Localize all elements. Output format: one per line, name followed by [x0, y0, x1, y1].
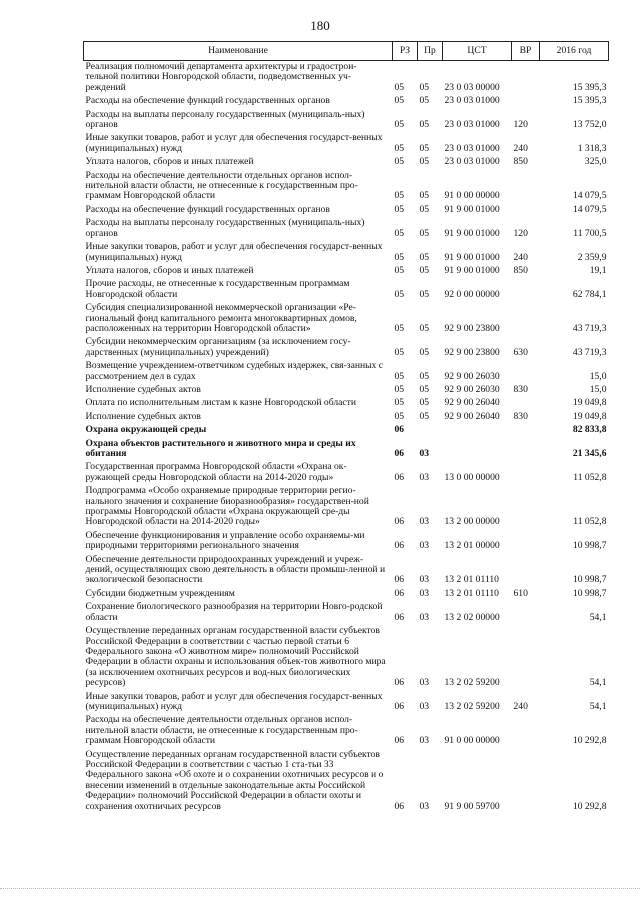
cell-pr: 05	[419, 81, 430, 93]
cell-vr	[512, 485, 540, 530]
table-row	[84, 109, 609, 133]
header-vr: ВР	[512, 42, 540, 61]
cell-pr: 05	[419, 95, 430, 107]
cell-name: Осуществление переданных органам государственной власти субъектов Российской Федерации в соответствии с частью 1 ста-тьи 33 Федерального закона «Об охоте и о сохранении охотничьих ресурсов и о внесении изменений в отдельные законодательные акты Российской Федерации» полномочий Российской Федерации в области охоты и сохранения охотничьих ресурсов	[85, 748, 384, 812]
table-row	[84, 397, 609, 410]
cell-vr	[512, 601, 540, 625]
cell-cst: 23 0 03 01000	[444, 156, 500, 168]
cell-cst	[443, 438, 512, 462]
table-row	[84, 217, 609, 241]
cell-vr	[512, 424, 540, 437]
cell-vr: 240	[513, 251, 528, 263]
header-cst: ЦСТ	[443, 42, 512, 61]
cell-rz: 06	[394, 700, 405, 712]
cell-vr	[512, 530, 540, 554]
table-header	[84, 42, 609, 61]
cell-vr	[512, 360, 540, 384]
table-row	[84, 485, 609, 530]
cell-cst: 13 0 00 00000	[444, 471, 500, 483]
table-row	[84, 601, 609, 625]
cell-rz: 05	[394, 397, 405, 409]
cell-name: Прочие расходы, не отнесенные к государственным программам Новгородской области	[85, 278, 350, 300]
cell-cst: 91 0 00 00000	[444, 735, 500, 747]
cell-cst: 13 2 01 01110	[444, 587, 499, 599]
cell-pr: 05	[419, 322, 430, 334]
cell-pr: 03	[419, 587, 430, 599]
cell-name: Уплата налогов, сборов и иных платежей	[85, 264, 254, 276]
cell-name: Осуществление переданных органам государственной власти субъектов Российской Федерации в соответствии с частью первой статьи 6 Федерального закона «О животном мире» полномочий Российской Федерации в области охраны и использования объек-тов животного мира (за исключением охотничьих ресурсов и вод-ных биологических ресурсов)	[85, 625, 386, 689]
cell-rz: 06	[394, 424, 405, 436]
table-row	[84, 336, 609, 360]
cell-amount: 10 292,8	[572, 735, 607, 747]
cell-pr: 03	[419, 611, 430, 623]
cell-pr: 05	[419, 410, 430, 422]
header-year: 2016 год	[540, 42, 609, 61]
cell-cst: 92 9 00 23800	[444, 346, 500, 358]
cell-name: Подпрограмма «Особо охраняемые природные территории регио-нального значения и сохранение биоразнообразия» государствен-ной программы Новгородской области «Охрана окружающей сре-ды Новгородской области на 2014-2020 годы»	[85, 485, 369, 528]
table-row	[84, 170, 609, 204]
table-row	[84, 411, 609, 424]
cell-name: Обеспечение функционирования и управление особо охраняемы-ми природными территориями регионального значения	[85, 529, 365, 552]
cell-amount: 15,0	[589, 383, 607, 395]
cell-pr: 05	[419, 383, 430, 395]
cell-name: Расходы на обеспечение функций государственных органов	[85, 203, 330, 215]
cell-amount: 11 052,8	[573, 516, 607, 528]
cell-rz: 06	[394, 516, 405, 528]
cell-cst: 13 2 02 59200	[444, 700, 500, 712]
cell-vr	[512, 625, 540, 690]
cell-name: Иные закупки товаров, работ и услуг для обеспечения государст-венных (муниципальных) нужд	[85, 690, 383, 712]
cell-vr	[512, 170, 540, 204]
cell-name: Расходы на обеспечение деятельности отдельных органов испол-нительной власти области, не отнесенные к государственным про-граммам Новгородской области	[85, 169, 358, 202]
cell-cst: 92 0 00 00000	[444, 288, 500, 300]
table-row	[84, 588, 609, 601]
cell-name: Государственная программа Новгородской области «Охрана ок-ружающей среды Новгородской области на 2014-2020 годы»	[85, 461, 347, 483]
cell-rz: 05	[394, 264, 405, 276]
cell-rz: 05	[394, 142, 405, 154]
cell-vr: 120	[513, 119, 528, 131]
cell-cst: 92 9 00 26030	[444, 370, 500, 382]
cell-rz: 05	[394, 203, 405, 215]
cell-pr: 03	[419, 700, 430, 712]
cell-rz: 05	[394, 288, 405, 300]
cell-rz: 05	[394, 190, 405, 202]
cell-pr: 05	[419, 119, 430, 131]
table-row	[84, 625, 609, 690]
table-row	[84, 156, 609, 169]
cell-vr: 830	[513, 383, 528, 395]
cell-rz: 06	[394, 587, 405, 599]
table-row	[84, 461, 609, 485]
cell-cst: 13 2 00 00000	[444, 516, 500, 528]
cell-name: Уплата налогов, сборов и иных платежей	[85, 156, 254, 168]
cell-vr	[512, 554, 540, 588]
cell-amount: 15 395,3	[572, 81, 607, 93]
cell-amount: 54,1	[589, 611, 607, 623]
cell-amount: 11 052,8	[573, 471, 607, 483]
cell-cst: 91 9 00 01000	[444, 264, 500, 276]
table-row	[84, 424, 609, 437]
cell-amount: 13 752,0	[572, 119, 607, 131]
cell-pr	[418, 424, 443, 437]
cell-rz: 06	[394, 574, 405, 586]
cell-amount: 19 049,8	[572, 410, 607, 422]
table-body	[84, 61, 609, 815]
header-rz: РЗ	[393, 42, 418, 61]
cell-pr: 05	[419, 288, 430, 300]
cell-rz: 05	[394, 410, 405, 422]
cell-cst: 92 9 00 26030	[444, 383, 500, 395]
cell-name: Охрана окружающей среды	[85, 424, 207, 436]
table-row	[84, 302, 609, 336]
cell-cst: 13 2 02 00000	[444, 611, 500, 623]
cell-pr: 03	[419, 448, 430, 459]
cell-pr: 05	[419, 370, 430, 382]
cell-rz: 05	[394, 251, 405, 263]
cell-pr: 05	[419, 227, 430, 239]
cell-amount: 43 719,3	[572, 322, 607, 334]
cell-rz: 05	[394, 370, 405, 382]
cell-cst: 13 2 01 00000	[444, 540, 500, 552]
cell-vr	[512, 278, 540, 302]
cell-vr: 830	[513, 410, 528, 422]
cell-pr: 03	[419, 800, 430, 812]
cell-amount: 15 395,3	[572, 95, 607, 107]
cell-pr: 05	[419, 346, 430, 358]
cell-amount: 10 998,7	[572, 574, 607, 586]
table-row	[84, 265, 609, 278]
cell-cst: 91 0 00 00000	[444, 190, 500, 202]
cell-rz: 05	[394, 346, 405, 358]
cell-rz: 05	[394, 119, 405, 131]
cell-amount: 11 700,5	[573, 227, 607, 239]
cell-name: Возмещение учреждением-ответчиком судебных издержек, свя-занных с рассмотрением дел в судах	[85, 360, 383, 382]
cell-amount: 43 719,3	[572, 346, 607, 358]
cell-rz: 05	[394, 95, 405, 107]
cell-pr: 03	[419, 540, 430, 552]
cell-rz: 06	[394, 611, 405, 623]
cell-vr	[512, 397, 540, 410]
cell-vr: 630	[513, 346, 528, 358]
cell-rz: 06	[394, 540, 405, 552]
cell-cst: 23 0 03 01000	[444, 95, 500, 107]
table-row	[84, 360, 609, 384]
header-name: Наименование	[84, 42, 393, 61]
cell-pr: 05	[419, 142, 430, 154]
cell-vr	[512, 95, 540, 108]
cell-cst: 91 9 00 01000	[444, 203, 500, 215]
cell-name: Обеспечение деятельности природоохранных учреждений и учреж-дений, осуществляющих свою деятельность в области промыш-ленной и экологической безопасности	[85, 553, 386, 586]
cell-pr: 03	[419, 574, 430, 586]
table-row	[84, 384, 609, 397]
cell-amount: 10 292,8	[572, 800, 607, 812]
cell-pr: 05	[419, 397, 430, 409]
cell-cst: 92 9 00 26040	[444, 410, 500, 422]
cell-rz: 05	[394, 322, 405, 334]
table-row	[84, 530, 609, 554]
cell-vr: 120	[513, 227, 528, 239]
cell-vr	[512, 204, 540, 217]
cell-name: Субсидии некоммерческим организациям (за исключением госу-дарственных (муниципальных) учреждений)	[85, 336, 351, 358]
cell-name: Расходы на обеспечение деятельности отдельных органов испол-нительной власти области, не отнесенные к государственным про-граммам Новгородской области	[85, 714, 358, 747]
cell-amount: 2 359,9	[577, 251, 607, 263]
cell-cst: 13 2 01 01110	[444, 574, 499, 586]
cell-rz: 05	[394, 156, 405, 168]
table-row	[84, 241, 609, 265]
cell-amount: 21 345,6	[572, 448, 607, 459]
cell-pr: 03	[419, 471, 430, 483]
cell-vr: 240	[513, 700, 528, 712]
cell-pr: 05	[419, 156, 430, 168]
table-row	[84, 554, 609, 588]
cell-amount: 15,0	[589, 370, 607, 382]
cell-vr	[512, 714, 540, 748]
cell-rz: 05	[394, 383, 405, 395]
table-row	[84, 132, 609, 156]
cell-amount: 54,1	[589, 677, 607, 689]
cell-pr: 03	[419, 516, 430, 528]
cell-pr: 05	[419, 203, 430, 215]
cell-rz: 06	[394, 677, 405, 689]
cell-rz: 05	[394, 227, 405, 239]
table-row	[84, 61, 609, 96]
cell-name: Оплата по исполнительным листам к казне Новгородской области	[85, 397, 356, 409]
cell-amount: 1 318,3	[577, 142, 607, 154]
cell-amount: 19 049,8	[572, 397, 607, 409]
cell-rz: 06	[394, 448, 405, 459]
table-row	[84, 278, 609, 302]
cell-name: Реализация полномочий департамента архитектуры и градострои-тельной политики Новгородской области, подведомственных уч-реждений	[85, 61, 357, 93]
cell-vr: 850	[513, 156, 528, 168]
cell-name: Охрана объектов растительного и животного мира и среды их обитания	[85, 437, 356, 459]
cell-amount: 14 079,5	[572, 190, 607, 202]
cell-name: Иные закупки товаров, работ и услуг для обеспечения государст-венных (муниципальных) нужд	[85, 241, 383, 263]
cell-cst: 91 9 00 01000	[444, 227, 500, 239]
table-row	[84, 714, 609, 748]
cell-cst: 91 9 00 01000	[444, 251, 500, 263]
cell-pr: 05	[419, 264, 430, 276]
cell-name: Субсидии бюджетным учреждениям	[85, 587, 235, 599]
cell-cst: 23 0 03 01000	[444, 119, 500, 131]
budget-table	[83, 41, 609, 814]
scan-edge-divider	[0, 888, 640, 889]
cell-cst: 13 2 02 59200	[444, 677, 500, 689]
cell-vr	[512, 438, 540, 462]
cell-cst: 23 0 03 00000	[444, 81, 500, 93]
cell-name: Иные закупки товаров, работ и услуг для обеспечения государст-венных (муниципальных) нужд	[85, 132, 383, 154]
cell-amount: 62 784,1	[572, 288, 607, 300]
cell-vr: 240	[513, 142, 528, 154]
cell-vr: 610	[513, 587, 528, 599]
cell-name: Исполнение судебных актов	[85, 410, 201, 422]
cell-cst: 92 9 00 26040	[444, 397, 500, 409]
cell-vr	[512, 302, 540, 336]
cell-pr: 05	[419, 251, 430, 263]
cell-cst	[443, 424, 512, 437]
header-pr: Пр	[418, 42, 443, 61]
cell-amount: 325,0	[584, 156, 607, 168]
cell-vr	[512, 61, 540, 96]
cell-vr	[512, 461, 540, 485]
cell-amount: 19,1	[589, 264, 607, 276]
cell-rz: 06	[394, 471, 405, 483]
cell-vr: 850	[513, 264, 528, 276]
cell-name: Расходы на обеспечение функций государственных органов	[85, 95, 330, 107]
cell-amount: 82 833,8	[572, 424, 607, 436]
table-row	[84, 691, 609, 715]
cell-amount: 14 079,5	[572, 203, 607, 215]
cell-vr	[512, 749, 540, 814]
cell-rz: 06	[394, 800, 405, 812]
cell-cst: 23 0 03 01000	[444, 142, 500, 154]
cell-amount: 10 998,7	[572, 587, 607, 599]
cell-pr: 05	[419, 190, 430, 202]
cell-name: Сохранение биологического разнообразия на территории Новго-родской области	[85, 601, 383, 623]
cell-amount: 10 998,7	[572, 540, 607, 552]
cell-pr: 03	[419, 735, 430, 747]
table-row	[84, 438, 609, 462]
cell-name: Исполнение судебных актов	[85, 383, 201, 395]
table-row	[84, 95, 609, 108]
cell-cst: 91 9 00 59700	[444, 800, 500, 812]
cell-amount: 54,1	[589, 700, 607, 712]
cell-rz: 05	[394, 81, 405, 93]
table-row	[84, 204, 609, 217]
cell-name: Расходы на выплаты персоналу государственных (муниципаль-ных) органов	[85, 108, 365, 131]
cell-rz: 06	[394, 735, 405, 747]
cell-cst: 92 9 00 23800	[444, 322, 500, 334]
page-number: 180	[310, 18, 330, 33]
cell-name: Субсидия специализированной некоммерческой организации «Ре-гиональный фонд капитального ремонта многоквартирных домов, расположенных на территории Новгородской области»	[85, 302, 357, 334]
cell-name: Расходы на выплаты персоналу государственных (муниципаль-ных) органов	[85, 217, 365, 239]
table-row	[84, 749, 609, 814]
cell-pr: 03	[419, 677, 430, 689]
